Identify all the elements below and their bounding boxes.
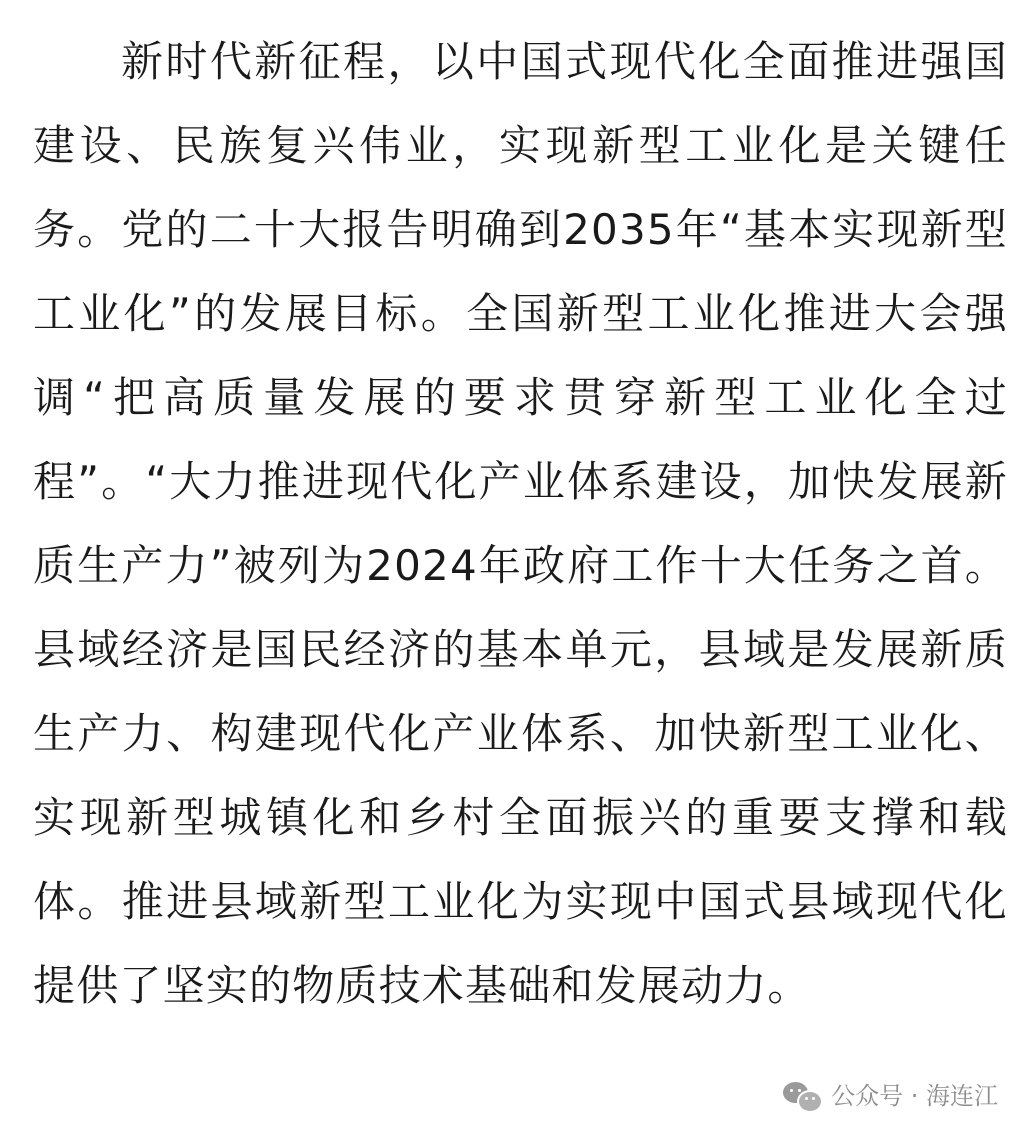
watermark-text: 公众号 · 海连江 bbox=[831, 1082, 998, 1110]
article-paragraph: 新时代新征程，以中国式现代化全面推进强国建设、民族复兴伟业，实现新型工业化是关键任务。党的二十大报告明确到2035年“基本实现新型工业化”的发展目标。全国新型工业化推进大会强调“把高质量发展的要求贯穿新型工业化全过程”。“大力推进现代化产业体系建设，加快发展新质生产力”被列为2024年政府工作十大任务之首。县域经济是国民经济的基本单元，县域是发展新质生产力、构建现代化产业体系、加快新型工业化、实现新型城镇化和乡村全面振兴的重要支撑和载体。推进县域新型工业化为实现中国式县域现代化提供了坚实的物质技术基础和发展动力。 bbox=[33, 37, 1008, 1010]
watermark bbox=[783, 1080, 998, 1112]
wechat-icon bbox=[783, 1080, 823, 1112]
article-body bbox=[33, 20, 1008, 1028]
